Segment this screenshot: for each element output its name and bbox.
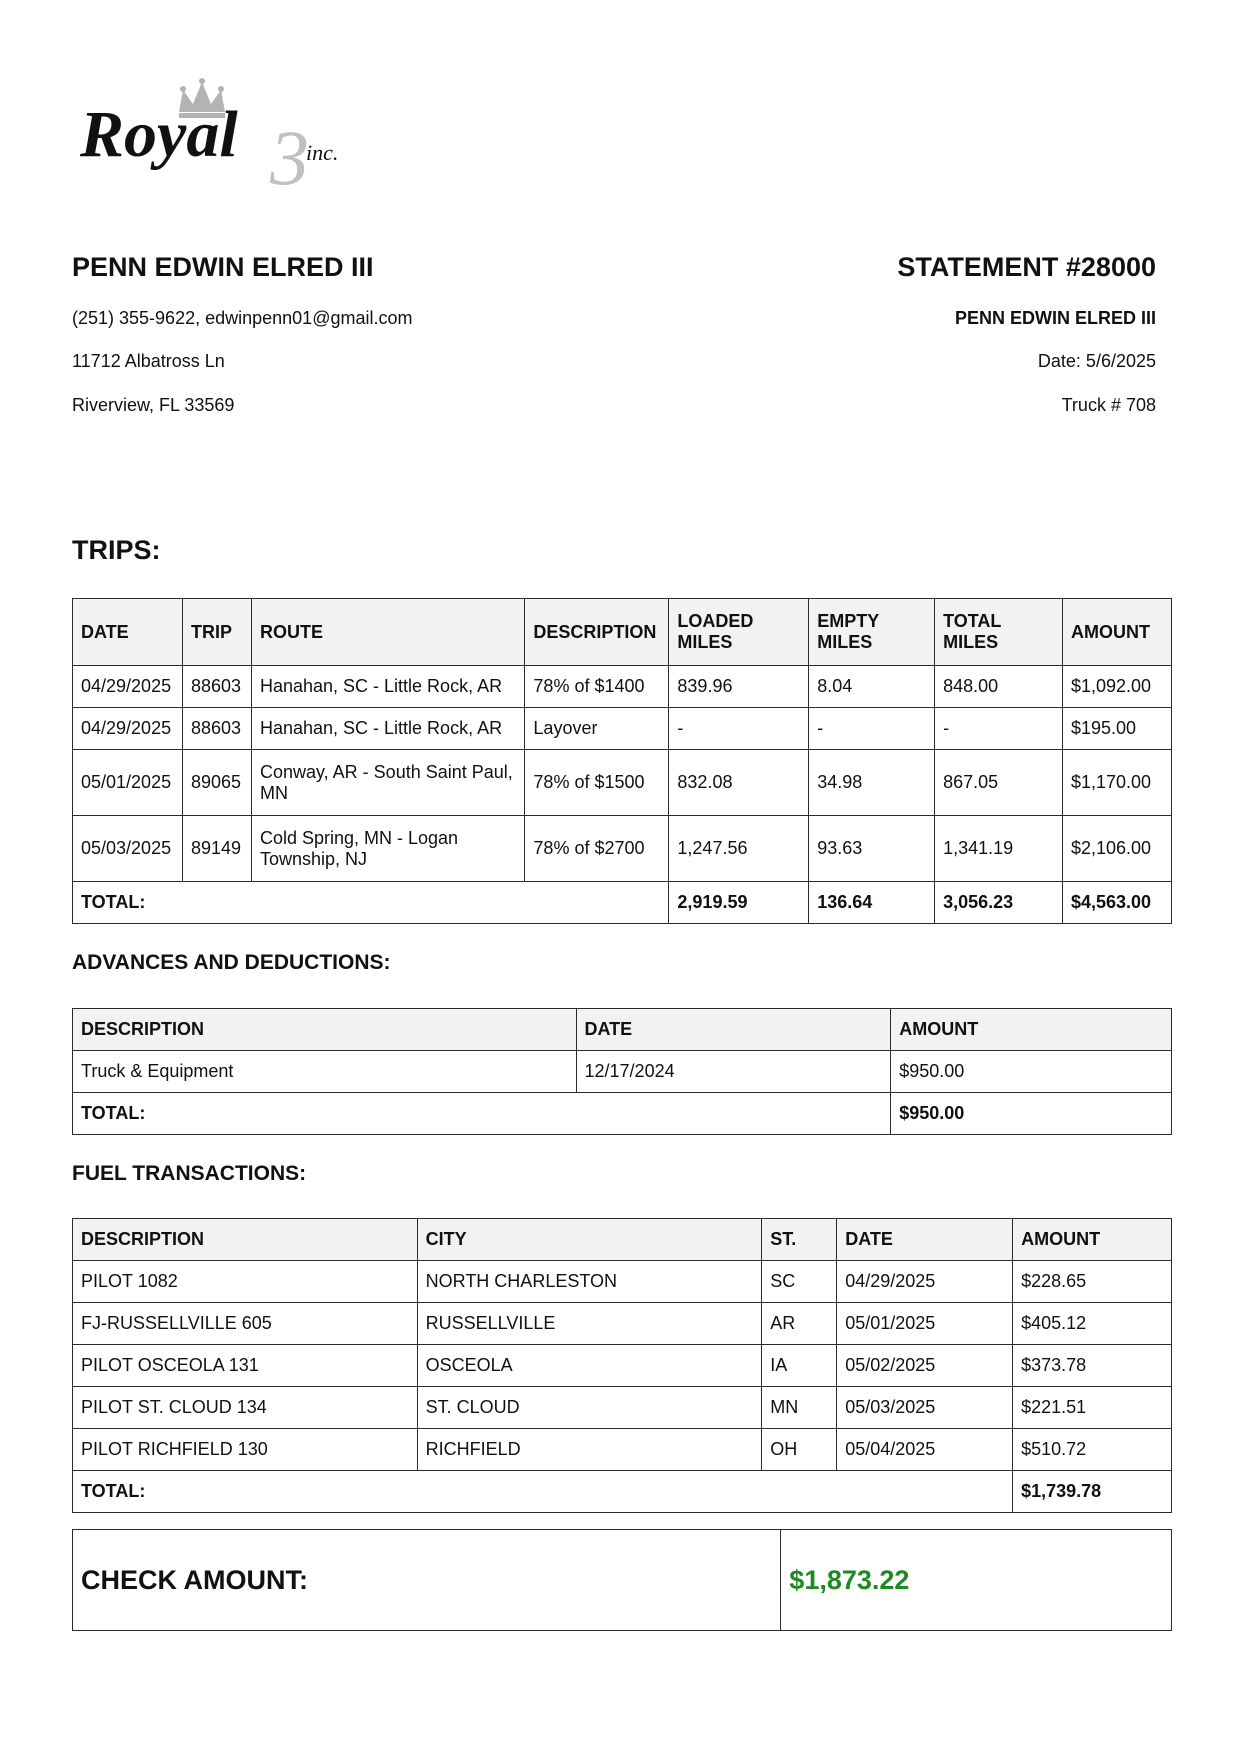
logo-numeral: 3 [270,114,309,193]
table-row [73,1051,1172,1093]
total-label: TOTAL: [73,1471,1013,1513]
table-cell: 05/03/2025 [837,1387,1013,1429]
table-cell: Layover [525,708,669,750]
column-header: DATE [576,1009,891,1051]
table-cell: 832.08 [669,750,809,816]
advances-table [72,1008,1172,1135]
table-cell: IA [762,1345,837,1387]
table-cell: 78% of $1500 [525,750,669,816]
table-cell: Conway, AR - South Saint Paul, MN [251,750,524,816]
trips-header-row [73,599,1172,666]
column-header: LOADED MILES [669,599,809,666]
table-cell: PILOT OSCEOLA 131 [73,1345,418,1387]
total-label: TOTAL: [73,882,669,924]
logo-brand: Royal [80,98,238,171]
table-cell: 05/04/2025 [837,1429,1013,1471]
table-cell: 05/01/2025 [837,1303,1013,1345]
table-cell: $1,170.00 [1062,750,1171,816]
table-row [73,1261,1172,1303]
table-cell: $228.65 [1013,1261,1172,1303]
table-cell: 12/17/2024 [576,1051,891,1093]
table-cell: 04/29/2025 [837,1261,1013,1303]
table-cell: OH [762,1429,837,1471]
table-cell: 78% of $2700 [525,816,669,882]
driver-name: PENN EDWIN ELRED III [72,252,374,282]
table-row [73,666,1172,708]
total-label: TOTAL: [73,1093,891,1135]
total-amount: $1,739.78 [1013,1471,1172,1513]
fuel-total-row [73,1471,1172,1513]
table-row [73,1429,1172,1471]
table-cell: - [669,708,809,750]
check-amount-box [72,1529,1172,1631]
total-loaded-miles: 2,919.59 [669,882,809,924]
table-cell: PILOT ST. CLOUD 134 [73,1387,418,1429]
table-cell: 89149 [182,816,251,882]
table-cell: 89065 [182,750,251,816]
column-header: DESCRIPTION [525,599,669,666]
column-header: TOTAL MILES [935,599,1063,666]
column-header: DESCRIPTION [73,1009,577,1051]
table-cell: $2,106.00 [1062,816,1171,882]
total-amount: $4,563.00 [1062,882,1171,924]
check-amount-value: $1,873.22 [781,1530,1172,1631]
table-cell: MN [762,1387,837,1429]
logo-suffix: inc. [306,140,339,165]
trips-total-row [73,882,1172,924]
table-cell: 88603 [182,708,251,750]
table-cell: SC [762,1261,837,1303]
table-cell: OSCEOLA [417,1345,762,1387]
column-header: ST. [762,1219,837,1261]
trips-table [72,598,1172,924]
table-row [73,1387,1172,1429]
company-logo [80,78,380,193]
table-cell: $221.51 [1013,1387,1172,1429]
statement-page [72,0,1172,1754]
table-cell: ST. CLOUD [417,1387,762,1429]
column-header: DATE [837,1219,1013,1261]
statement-number: STATEMENT #28000 [897,252,1156,282]
fuel-table [72,1218,1172,1513]
check-row [73,1530,1172,1631]
driver-contact: (251) 355-9622, edwinpenn01@gmail.com [72,308,413,328]
table-cell: 1,247.56 [669,816,809,882]
table-cell: 867.05 [935,750,1063,816]
column-header: EMPTY MILES [809,599,935,666]
table-cell: $950.00 [891,1051,1172,1093]
table-cell: $195.00 [1062,708,1171,750]
table-cell: 04/29/2025 [73,666,183,708]
fuel-title: FUEL TRANSACTIONS: [72,1162,307,1185]
table-cell: 848.00 [935,666,1063,708]
table-cell: Truck & Equipment [73,1051,577,1093]
table-row [73,708,1172,750]
table-cell: PILOT 1082 [73,1261,418,1303]
royal-3-logo-image [80,78,380,193]
table-row [73,750,1172,816]
table-cell: FJ-RUSSELLVILLE 605 [73,1303,418,1345]
table-cell: 88603 [182,666,251,708]
table-cell: AR [762,1303,837,1345]
table-cell: 93.63 [809,816,935,882]
table-cell: Cold Spring, MN - Logan Township, NJ [251,816,524,882]
column-header: AMOUNT [891,1009,1172,1051]
table-cell: $510.72 [1013,1429,1172,1471]
total-empty-miles: 136.64 [809,882,935,924]
column-header: DESCRIPTION [73,1219,418,1261]
advances-total-row [73,1093,1172,1135]
trips-title: TRIPS: [72,535,161,565]
column-header: CITY [417,1219,762,1261]
table-row [73,816,1172,882]
table-cell: RUSSELLVILLE [417,1303,762,1345]
table-cell: - [809,708,935,750]
statement-date: Date: 5/6/2025 [1037,351,1156,371]
table-row [73,1303,1172,1345]
table-cell: 1,341.19 [935,816,1063,882]
table-cell: 34.98 [809,750,935,816]
table-cell: $405.12 [1013,1303,1172,1345]
column-header: DATE [73,599,183,666]
driver-address-line1: 11712 Albatross Ln [72,351,225,371]
table-cell: - [935,708,1063,750]
table-row [73,1345,1172,1387]
table-cell: RICHFIELD [417,1429,762,1471]
column-header: TRIP [182,599,251,666]
total-amount: $950.00 [891,1093,1172,1135]
table-cell: Hanahan, SC - Little Rock, AR [251,708,524,750]
advances-title: ADVANCES AND DEDUCTIONS: [72,951,391,974]
total-miles: 3,056.23 [935,882,1063,924]
statement-name: PENN EDWIN ELRED III [954,308,1156,328]
table-cell: 05/02/2025 [837,1345,1013,1387]
column-header: AMOUNT [1013,1219,1172,1261]
table-cell: PILOT RICHFIELD 130 [73,1429,418,1471]
statement-header [897,252,1156,283]
table-cell: 78% of $1400 [525,666,669,708]
table-cell: NORTH CHARLESTON [417,1261,762,1303]
statement-truck: Truck # 708 [1061,395,1156,415]
fuel-header-row [73,1219,1172,1261]
table-cell: 05/01/2025 [73,750,183,816]
column-header: AMOUNT [1062,599,1171,666]
advances-header-row [73,1009,1172,1051]
table-cell: 04/29/2025 [73,708,183,750]
table-cell: 05/03/2025 [73,816,183,882]
driver-address-line2: Riverview, FL 33569 [72,395,235,415]
table-cell: 839.96 [669,666,809,708]
table-cell: $373.78 [1013,1345,1172,1387]
table-cell: 8.04 [809,666,935,708]
column-header: ROUTE [251,599,524,666]
check-amount-label: CHECK AMOUNT: [73,1530,781,1631]
table-cell: Hanahan, SC - Little Rock, AR [251,666,524,708]
table-cell: $1,092.00 [1062,666,1171,708]
